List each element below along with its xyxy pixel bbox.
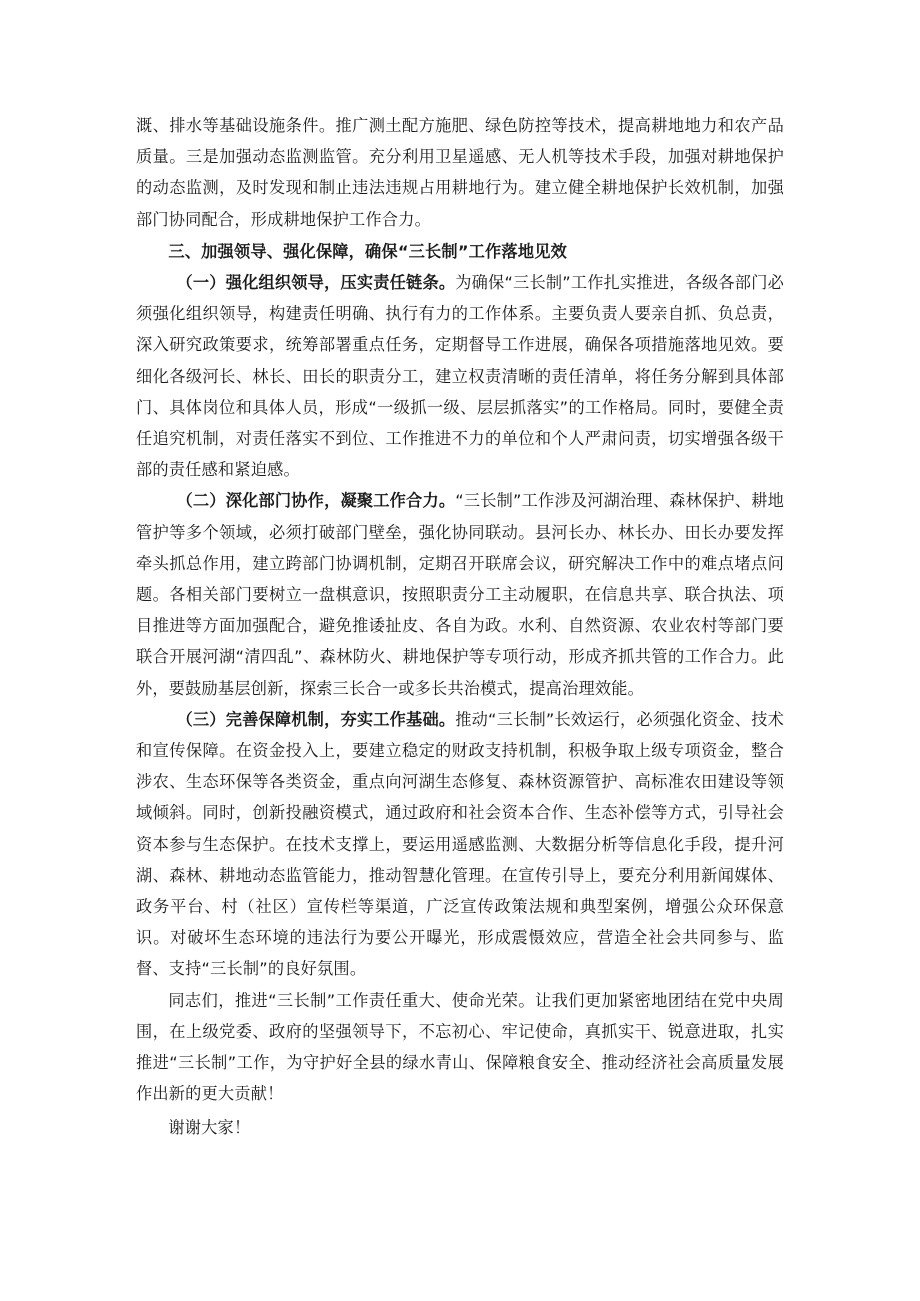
section-lead-3: （三）完善保障机制，夯实工作基础。 <box>176 709 456 729</box>
section-lead-2: （二）深化部门协作，凝聚工作合力。 <box>176 491 456 511</box>
section-paragraph-3 <box>136 704 784 985</box>
section-body-1: 为确保“三长制”工作扎实推进，各级各部门必须强化组织领导，构建责任明确、执行有力的工作体系。主要负责人要亲自抓、负总责，深入研究政策要求，统筹部署重点任务，定期督导工作进展，确保各项措施落地见效。要细化各级河长、林长、田长的职责分工，建立权责清晰的责任清单，将任务分解到具体部门、具体岗位和具体人员，形成“一级抓一级、层层抓落实”的工作格局。同时，要健全责任追究机制，对责任落实不到位、工作推进不力的单位和个人严肃问责，切实增强各级干部的责任感和紧迫感。 <box>136 273 784 480</box>
section-lead-1: （一）强化组织领导，压实责任链条。 <box>176 273 456 293</box>
continuation-paragraph: 溉、排水等基础设施条件。推广测土配方施肥、绿色防控等技术，提高耕地地力和农产品质量。三是加强动态监测监管。充分利用卫星遥感、无人机等技术手段，加强对耕地保护的动态监测，及时发现和制止违法违规占用耕地行为。建立健全耕地保护长效机制，加强部门协同配合，形成耕地保护工作合力。 <box>136 116 784 229</box>
section-paragraph-2 <box>136 485 784 703</box>
section-paragraph-1 <box>136 267 784 485</box>
section-body-3: 推动“三长制”长效运行，必须强化资金、技术和宣传保障。在资金投入上，要建立稳定的财政支持机制，积极争取上级专项资金，整合涉农、生态环保等各类资金，重点向河湖生态修复、森林资源管护、高标准农田建设等领域倾斜。同时，创新投融资模式，通过政府和社会资本合作、生态补偿等方式，引导社会资本参与生态保护。在技术支撑上，要运用遥感监测、大数据分析等信息化手段，提升河湖、森林、耕地动态监管能力，推动智慧化管理。在宣传引导上，要充分利用新闻媒体、政务平台、村（社区）宣传栏等渠道，广泛宣传政策法规和典型案例，增强公众环保意识。对破坏生态环境的违法行为要公开曝光，形成震慑效应，营造全社会共同参与、监督、支持“三长制”的良好氛围。 <box>136 709 784 979</box>
section-heading: 三、加强领导、强化保障，确保“三长制”工作落地见效 <box>168 241 567 261</box>
thanks-line: 谢谢大家！ <box>168 1117 251 1137</box>
section-body-2: “三长制”工作涉及河湖治理、森林保护、耕地管护等多个领域，必须打破部门壁垒，强化协同联动。县河长办、林长办、田长办要发挥牵头抓总作用，建立跨部门协调机制，定期召开联席会议，研究解决工作中的难点堵点问题。各相关部门要树立一盘棋意识，按照职责分工主动履职，在信息共享、联合执法、项目推进等方面加强配合，避免推诿扯皮、各自为政。水利、自然资源、农业农村等部门要联合开展河湖“清四乱”、森林防火、耕地保护等专项行动，形成齐抓共管的工作合力。此外，要鼓励基层创新，探索三长合一或多长共治模式，提高治理效能。 <box>136 491 784 698</box>
closing-paragraph: 同志们，推进“三长制”工作责任重大、使命光荣。让我们更加紧密地团结在党中央周围，在上级党委、政府的坚强领导下，不忘初心、牢记使命，真抓实干、锐意进取，扎实推进“三长制”工作，为守护好全县的绿水青山、保障粮食安全、推动经济社会高质量发展作出新的更大贡献！ <box>136 990 784 1104</box>
